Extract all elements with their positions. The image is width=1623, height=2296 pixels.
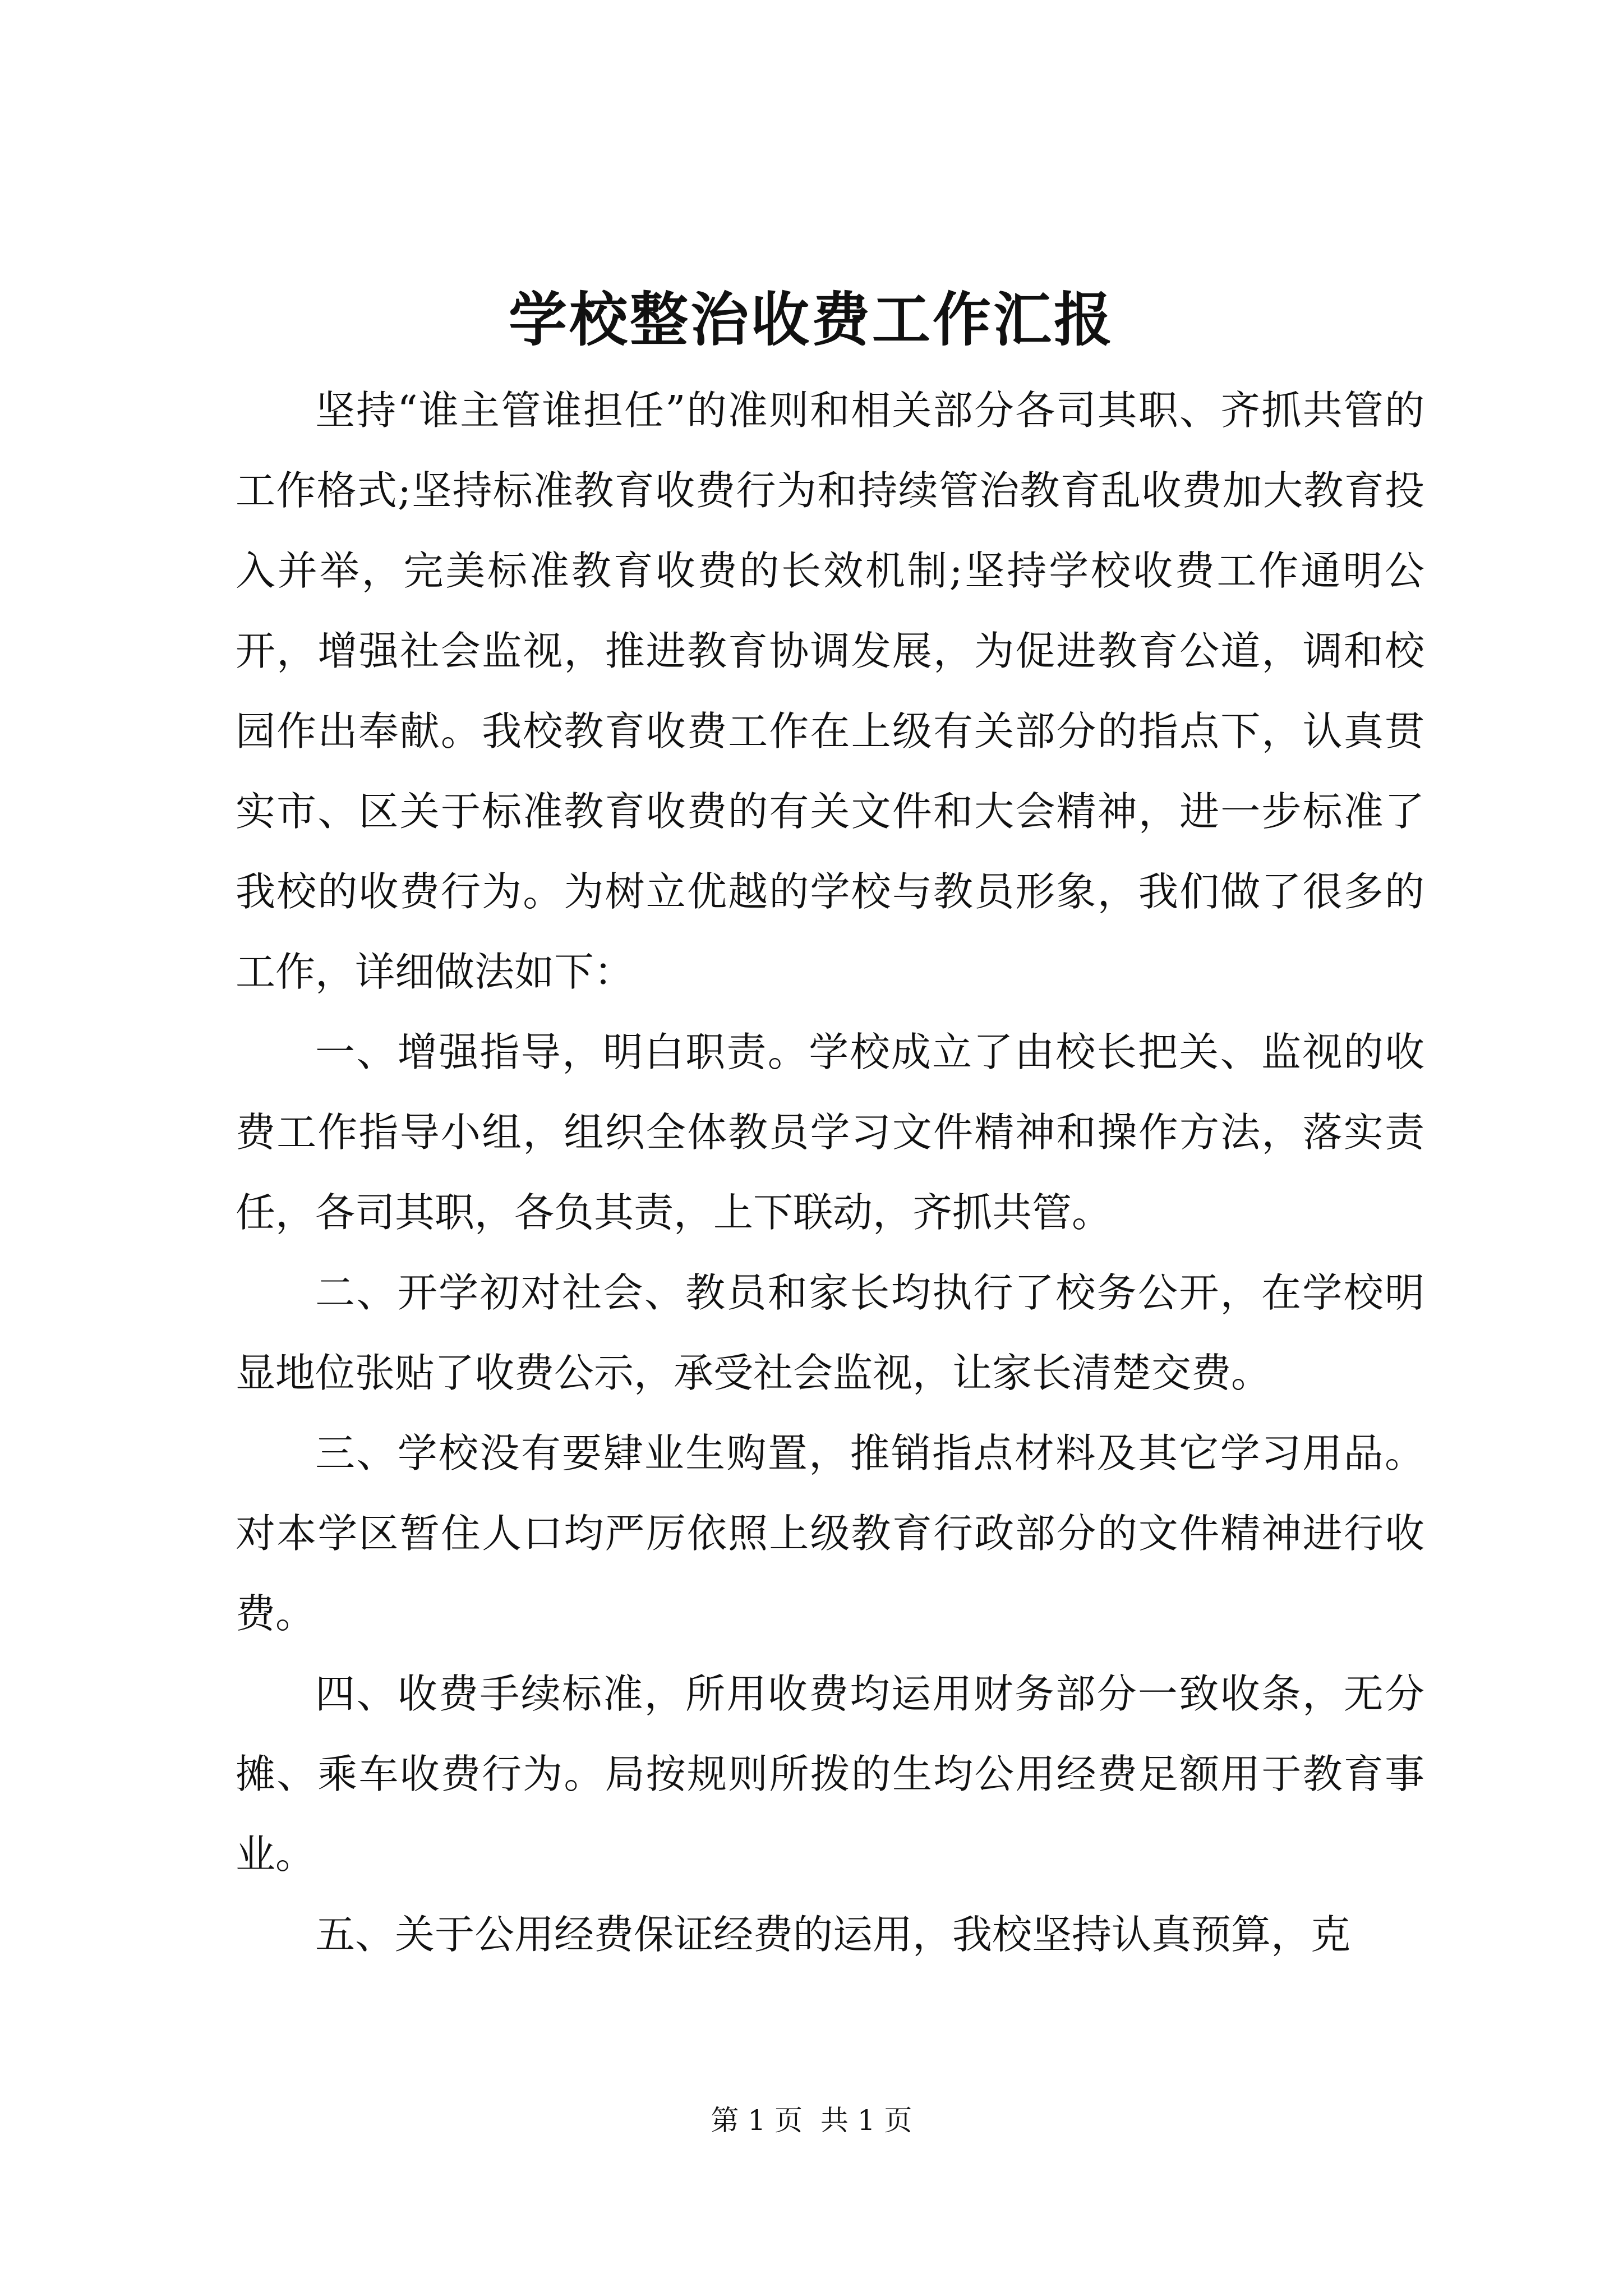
page-total: 共 1 页 <box>820 2104 912 2137</box>
paragraph-item-5: 五、关于公用经费保证经费的运用，我校坚持认真预算，克 <box>315 1911 1351 1958</box>
paragraph-item-2: 二、开学初对社会、教员和家长均执行了校务公开，在学校明显地位张贴了收费公示，承受社会监视，让家长清楚交费。 <box>236 1269 1424 1396</box>
paragraph-intro: 坚持“谁主管谁担任”的准则和相关部分各司其职、齐抓共管的工作格式;坚持标准教育收费行为和持续管治教育乱收费加大教育投入并举，完美标准教育收费的长效机制;坚持学校收费工作通明公开，增强社会监视，推进教育协调发展，为促进教育公道，调和校园作出奉献。我校教育收费工作在上级有关部分的指点下，认真贯实市、区关于标准教育收费的有关文件和大会精神，进一步标准了我校的收费行为。为树立优越的学校与教员形象，我们做了很多的工作，详细做法如下： <box>236 387 1424 995</box>
document-body <box>236 370 1424 1975</box>
page-number: 第 1 页 <box>711 2104 803 2137</box>
paragraph-item-1: 一、增强指导，明白职责。学校成立了由校长把关、监视的收费工作指导小组，组织全体教员学习文件精神和操作方法，落实责任，各司其职，各负其责，上下联动，齐抓共管。 <box>236 1029 1424 1236</box>
footer-separator <box>803 2104 820 2137</box>
paragraph-item-4: 四、收费手续标准，所用收费均运用财务部分一致收条，无分摊、乘车收费行为。局按规则所拨的生均公用经费足额用于教育事业。 <box>236 1671 1424 1878</box>
paragraph-item-3: 三、学校没有要肄业生购置，推销指点材料及其它学习用品。对本学区暂住人口均严厉依照上级教育行政部分的文件精神进行收费。 <box>236 1430 1424 1637</box>
page-footer <box>0 2101 1623 2140</box>
document-title: 学校整治收费工作汇报 <box>508 285 1114 354</box>
